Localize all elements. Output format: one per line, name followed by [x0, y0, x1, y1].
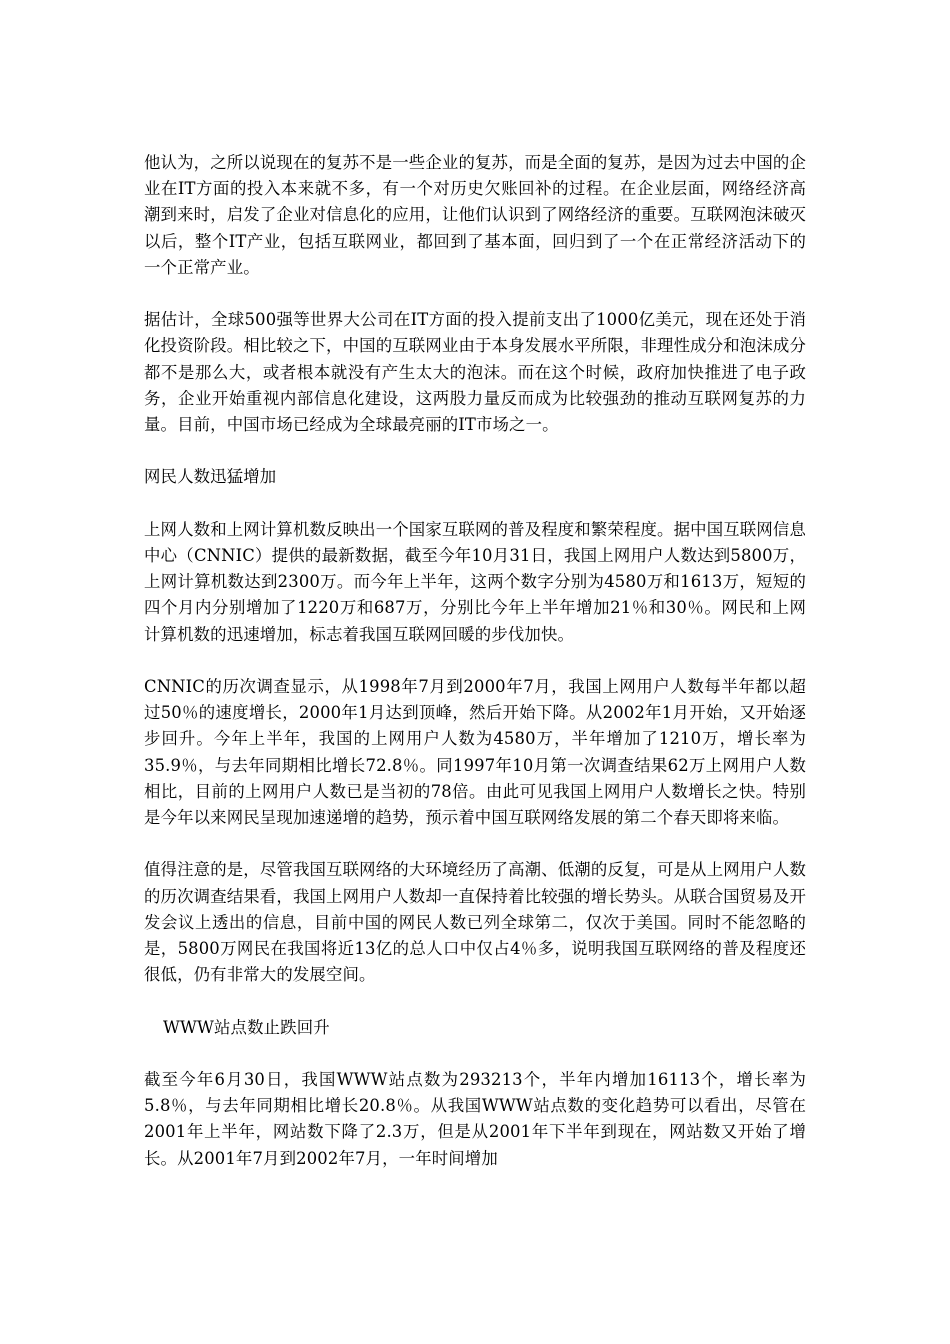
document-page [144, 150, 806, 1198]
paragraph-growth-trend: 值得注意的是，尽管我国互联网络的大环境经历了高潮、低潮的反复，可是从上网用户人数的历次调查结果看，我国上网用户人数却一直保持着比较强的增长势头。从联合国贸易及开发会议上透出的信息，目前中国的网民人数已列全球第二，仅次于美国。同时不能忽略的是，5800万网民在我国将近13亿的总人口中仅占4％多，说明我国互联网络的普及程度还很低，仍有非常大的发展空间。 [144, 860, 806, 985]
section-heading-www-sites: WWW站点数止跌回升 [163, 1017, 330, 1037]
paragraph-www-site-count: 截至今年6月30日，我国WWW站点数为293213个，半年内增加16113个，增长率为5.8％，与去年同期相比增长20.8％。从我国WWW站点数的变化趋势可以看出，尽管在2001年上半年，网站数下降了2.3万，但是从2001年下半年到现在，网站数又开始了增长。从2001年7月到2002年7月，一年时间增加 [144, 1070, 806, 1168]
section-heading-netizens: 网民人数迅猛增加 [144, 467, 277, 487]
paragraph-cnnic-data: 上网人数和上网计算机数反映出一个国家互联网的普及程度和繁荣程度。据中国互联网信息中心（CNNIC）提供的最新数据，截至今年10月31日，我国上网用户人数达到5800万，上网计算机数达到2300万。而今年上半年，这两个数字分别为4580万和1613万，短短的四个月内分别增加了1220万和687万，分别比今年上半年增加21％和30％。网民和上网计算机数的迅速增加，标志着我国互联网回暖的步伐加快。 [144, 519, 806, 644]
paragraph-it-investment: 据估计，全球500强等世界大公司在IT方面的投入提前支出了1000亿美元，现在还处于消化投资阶段。相比较之下，中国的互联网业由于本身发展水平所限，非理性成分和泡沫成分都不是那么大，或者根本就没有产生太大的泡沫。而在这个时候，政府加快推进了电子政务，企业开始重视内部信息化建设，这两股力量反而成为比较强劲的推动互联网复苏的力量。目前，中国市场已经成为全球最亮丽的IT市场之一。 [144, 310, 806, 435]
paragraph-recovery-reason: 他认为，之所以说现在的复苏不是一些企业的复苏，而是全面的复苏，是因为过去中国的企业在IT方面的投入本来就不多，有一个对历史欠账回补的过程。在企业层面，网络经济高潮到来时，启发了企业对信息化的应用，让他们认识到了网络经济的重要。互联网泡沫破灭以后，整个IT产业，包括互联网业，都回到了基本面，回归到了一个在正常经济活动下的一个正常产业。 [144, 153, 806, 277]
paragraph-survey-history: CNNIC的历次调查显示，从1998年7月到2000年7月，我国上网用户人数每半年都以超过50％的速度增长，2000年1月达到顶峰，然后开始下降。从2002年1月开始，又开始逐步回升。今年上半年，我国的上网用户人数为4580万，半年增加了1210万，增长率为35.9％，与去年同期相比增长72.8％。同1997年10月第一次调查结果62万上网用户人数相比，目前的上网用户人数已是当初的78倍。由此可见我国上网用户人数增长之快。特别是今年以来网民呈现加速递增的趋势，预示着中国互联网络发展的第二个春天即将来临。 [144, 677, 806, 828]
